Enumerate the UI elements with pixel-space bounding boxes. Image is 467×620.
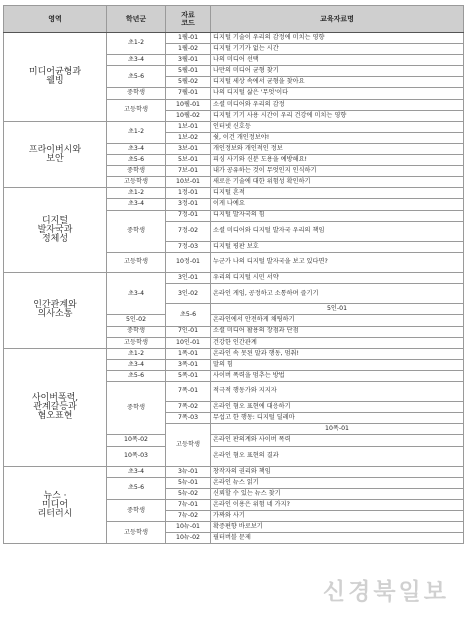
code-cell: 3정-01 (166, 199, 211, 210)
grade-cell: 초3-4 (107, 273, 166, 315)
code-cell: 10웰-01 (166, 99, 211, 110)
title-cell: 소셜 미디어 활용의 장점과 단점 (211, 326, 464, 337)
area-cell: 인간관계와 의사소통 (4, 273, 107, 349)
table-body (4, 33, 464, 544)
grade-cell: 초5-6 (166, 304, 211, 326)
area-cell: 뉴스 · 미디어 리터러시 (4, 466, 107, 544)
grade-cell: 중학생 (107, 326, 166, 337)
grade-cell: 중학생 (107, 500, 166, 522)
header-title: 교육자료명 (211, 6, 464, 33)
title-cell: 소셜 미디어와 디지털 발자국 우리의 책임 (211, 221, 464, 241)
code-cell: 5뉴-01 (166, 477, 211, 488)
title-cell: 디지털 발자국의 힘 (211, 210, 464, 221)
title-cell: 쉿, 이건 개인정보야! (211, 132, 464, 143)
grade-cell: 초1-2 (107, 348, 166, 359)
table-row (4, 348, 464, 359)
title-cell: 확증편향 바로보기 (211, 522, 464, 533)
title-cell: 온라인 판의계와 사이버 폭력 (211, 435, 464, 446)
grade-cell: 고등학생 (107, 337, 166, 348)
title-cell: 피싱 사기와 신분 도용을 예방해요! (211, 155, 464, 166)
header-grade: 학년군 (107, 6, 166, 33)
code-cell: 5웰-02 (166, 77, 211, 88)
code-cell: 5보-01 (166, 155, 211, 166)
code-cell: 10정-01 (166, 252, 211, 272)
code-cell: 7인-01 (166, 326, 211, 337)
code-cell: 10폭-01 (211, 424, 464, 435)
grade-cell: 중학생 (107, 88, 166, 99)
code-cell: 3폭-01 (166, 359, 211, 370)
grade-cell: 초1-2 (107, 121, 166, 143)
title-cell: 인터넷 신호등 (211, 121, 464, 132)
grade-cell: 고등학생 (107, 99, 166, 121)
area-cell: 사이버폭력, 관계갈등과 혐오표현 (4, 348, 107, 466)
table-row (4, 273, 464, 284)
grade-cell: 중학생 (107, 382, 166, 435)
grade-cell: 초5-6 (107, 66, 166, 88)
code-cell: 10웰-02 (166, 110, 211, 121)
area-cell: 프라이버시와 보안 (4, 121, 107, 188)
grade-cell: 고등학생 (107, 252, 166, 272)
title-cell: 창작자의 권리와 책임 (211, 466, 464, 477)
title-cell: 디지털 기기 사용 시간이 우리 건강에 미치는 영향 (211, 110, 464, 121)
code-cell: 7폭-01 (166, 382, 211, 402)
code-cell: 5뉴-02 (166, 488, 211, 499)
code-cell: 10폭-02 (107, 435, 166, 446)
title-cell: 필터버블 문제 (211, 533, 464, 544)
code-cell: 7폭-03 (166, 413, 211, 424)
code-cell: 7웰-01 (166, 88, 211, 99)
grade-cell: 초3-4 (107, 55, 166, 66)
code-cell: 7뉴-01 (166, 500, 211, 511)
title-cell: 디지털 세상 속에서 균형을 찾아요 (211, 77, 464, 88)
watermark: 신경북일보 (322, 579, 449, 605)
grade-cell: 초5-6 (107, 370, 166, 381)
code-cell: 10폭-03 (107, 446, 166, 466)
code-cell: 3뉴-01 (166, 466, 211, 477)
code-cell: 7뉴-02 (166, 511, 211, 522)
title-cell: 나만의 미디어 균형 찾기 (211, 66, 464, 77)
title-cell: 말의 힘 (211, 359, 464, 370)
code-cell: 5인-01 (211, 304, 464, 315)
code-cell: 7정-02 (166, 221, 211, 241)
grade-cell: 초1-2 (107, 33, 166, 55)
title-cell: 무섭고 한 행동: 디지털 딜레마 (211, 413, 464, 424)
code-cell: 5웰-01 (166, 66, 211, 77)
code-cell: 5폭-01 (166, 370, 211, 381)
code-cell: 10뉴-01 (166, 522, 211, 533)
code-cell: 7폭-02 (166, 402, 211, 413)
code-cell: 5인-02 (107, 315, 166, 326)
code-cell: 1보-02 (166, 132, 211, 143)
title-cell: 온라인 이용은 위험 네 가지? (211, 500, 464, 511)
grade-cell: 초1-2 (107, 188, 166, 199)
title-cell: 새로운 기술에 대한 위험성 확인하기 (211, 177, 464, 188)
code-cell: 1웰-01 (166, 33, 211, 44)
code-cell: 10뉴-02 (166, 533, 211, 544)
grade-cell: 중학생 (107, 166, 166, 177)
code-cell: 1보-01 (166, 121, 211, 132)
header-row (4, 6, 464, 33)
title-cell: 가짜와 사기 (211, 511, 464, 522)
code-cell: 1웰-02 (166, 44, 211, 55)
title-cell: 온라인에서 안전하게 채팅하기 (211, 315, 464, 326)
grade-cell: 중학생 (107, 210, 166, 252)
title-cell: 온라인 뉴스 읽기 (211, 477, 464, 488)
title-cell: 이게 나예요 (211, 199, 464, 210)
title-cell: 우리의 디지털 시민 서약 (211, 273, 464, 284)
grade-cell: 고등학생 (107, 522, 166, 544)
code-cell: 1정-01 (166, 188, 211, 199)
title-cell: 디지털 기기가 없는 시간 (211, 44, 464, 55)
title-cell: 나의 미디어 선택 (211, 55, 464, 66)
code-cell: 7보-01 (166, 166, 211, 177)
title-cell: 온라인 혐오 표현의 결과 (211, 446, 464, 466)
code-cell: 3웰-01 (166, 55, 211, 66)
title-cell: 온라인 게임, 공정하고 소통하며 즐기기 (211, 284, 464, 304)
code-cell: 1폭-01 (166, 348, 211, 359)
title-cell: 소셜 미디어와 우리의 감정 (211, 99, 464, 110)
curriculum-table (3, 5, 464, 544)
code-cell: 10보-01 (166, 177, 211, 188)
area-cell: 미디어균형과 웰빙 (4, 33, 107, 122)
code-cell: 3인-01 (166, 273, 211, 284)
title-cell: 개인정보와 개인적인 정보 (211, 143, 464, 154)
header-area: 영역 (4, 6, 107, 33)
code-cell: 10인-01 (166, 337, 211, 348)
grade-cell: 초3-4 (107, 143, 166, 154)
title-cell: 건강한 인간관계 (211, 337, 464, 348)
grade-cell: 초5-6 (107, 477, 166, 499)
code-cell: 7정-01 (166, 210, 211, 221)
title-cell: 적극적 행동가와 지지자 (211, 382, 464, 402)
title-cell: 디지털 평판 보호 (211, 241, 464, 252)
header-code: 자료 코드 (166, 6, 211, 33)
title-cell: 나의 디지털 삶은 '무엇'이다 (211, 88, 464, 99)
code-cell: 3인-02 (166, 284, 211, 304)
title-cell: 신뢰할 수 있는 뉴스 찾기 (211, 488, 464, 499)
code-cell: 7정-03 (166, 241, 211, 252)
title-cell: 디지털 흔적 (211, 188, 464, 199)
grade-cell: 초3-4 (107, 199, 166, 210)
area-cell: 디지털 발자국과 정체성 (4, 188, 107, 273)
table-row (4, 33, 464, 44)
code-cell: 3보-01 (166, 143, 211, 154)
grade-cell: 고등학생 (166, 424, 211, 466)
grade-cell: 고등학생 (107, 177, 166, 188)
grade-cell: 초3-4 (107, 466, 166, 477)
table-row (4, 188, 464, 199)
title-cell: 온라인 속 못된 말과 행동, 멈춰! (211, 348, 464, 359)
title-cell: 온라인 혐오 표현에 대응하기 (211, 402, 464, 413)
title-cell: 누군가 나의 디지털 발자국을 보고 있다면? (211, 252, 464, 272)
title-cell: 사이버 폭력을 멈추는 방법 (211, 370, 464, 381)
grade-cell: 초5-6 (107, 155, 166, 166)
grade-cell: 초3-4 (107, 359, 166, 370)
table-row (4, 466, 464, 477)
table-row (4, 121, 464, 132)
title-cell: 디지털 기술이 우리의 감정에 미치는 영향 (211, 33, 464, 44)
title-cell: 내가 공유하는 것이 무엇인지 인식하기 (211, 166, 464, 177)
